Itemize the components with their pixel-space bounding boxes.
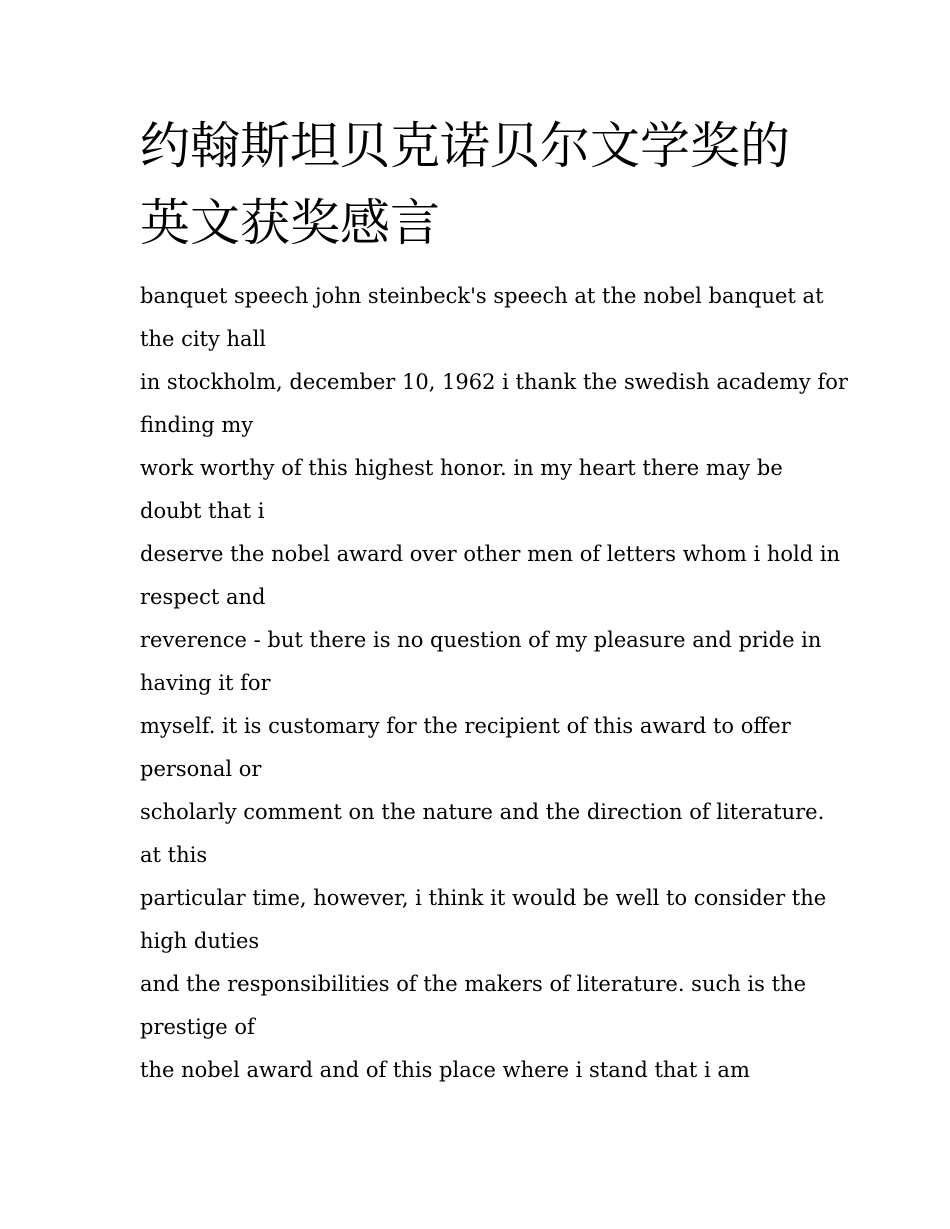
- text-line: work worthy of this highest honor. in my heart there may be: [140, 456, 783, 480]
- text-line: deserve the nobel award over other men of letters whom i hold in: [140, 542, 841, 566]
- text-line: at this: [140, 843, 208, 867]
- text-line: and the responsibilities of the makers of literature. such is the: [140, 972, 806, 996]
- text-line: doubt that i: [140, 499, 265, 523]
- text-line: the nobel award and of this place where i stand that i am: [140, 1058, 750, 1082]
- text-line: prestige of: [140, 1015, 255, 1039]
- document-body: [140, 275, 848, 1092]
- text-line: personal or: [140, 757, 262, 781]
- document-title: 约翰斯坦贝克诺贝尔文学奖的英文获奖感言: [140, 117, 790, 252]
- text-line: scholarly comment on the nature and the direction of literature.: [140, 800, 825, 824]
- text-line: in stockholm, december 10, 1962 i thank the swedish academy for: [140, 370, 848, 394]
- text-line: the city hall: [140, 327, 266, 351]
- text-line: finding my: [140, 413, 254, 437]
- text-line: particular time, however, i think it would be well to consider the: [140, 886, 827, 910]
- text-line: having it for: [140, 671, 271, 695]
- text-line: reverence - but there is no question of my pleasure and pride in: [140, 628, 822, 652]
- text-line: myself. it is customary for the recipient of this award to offer: [140, 714, 791, 738]
- text-line: high duties: [140, 929, 260, 953]
- text-line: banquet speech john steinbeck's speech at the nobel banquet at: [140, 284, 824, 308]
- text-line: respect and: [140, 585, 266, 609]
